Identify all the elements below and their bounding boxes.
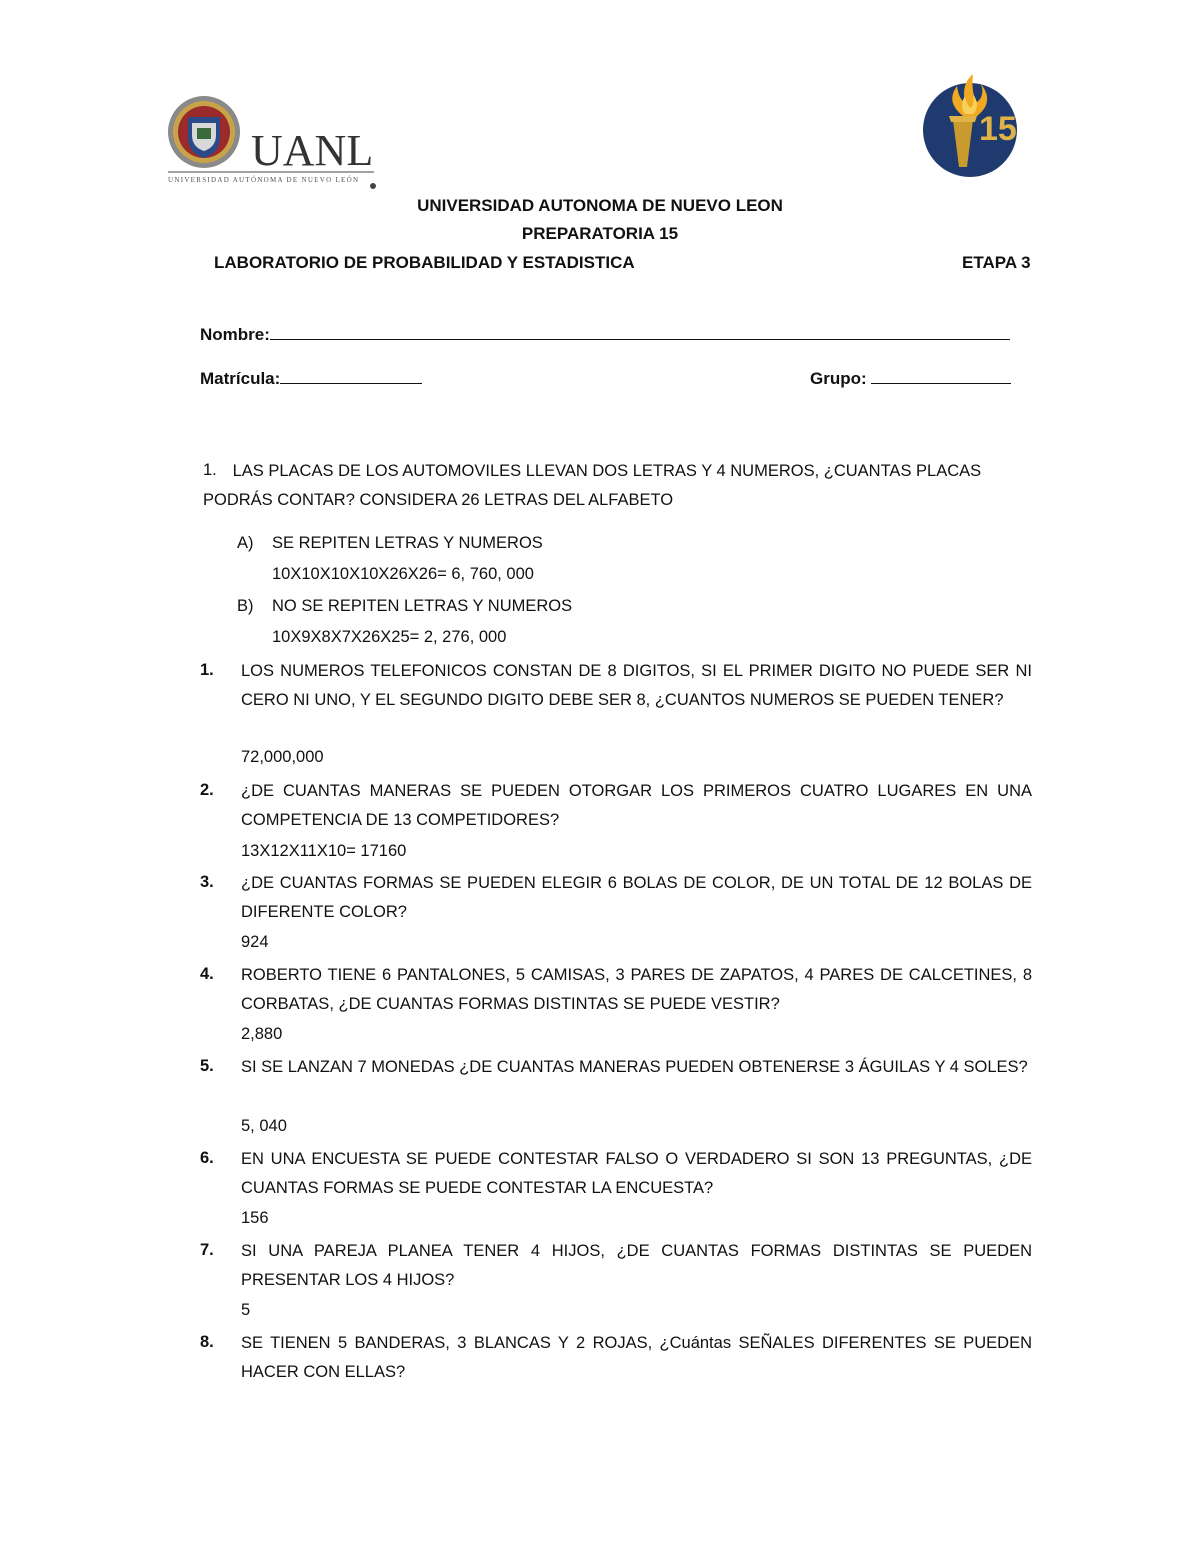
q3-number: 3. (200, 873, 214, 891)
q4-number: 4. (200, 965, 214, 983)
matricula-line (280, 383, 422, 384)
q7-number: 7. (200, 1241, 214, 1259)
grupo-field (810, 369, 1011, 389)
q8-text: SE TIENEN 5 BANDERAS, 3 BLANCAS Y 2 ROJAS, ¿Cuántas SEÑALES DIFERENTES SE PUEDEN HACER CON ELLAS? (241, 1334, 1032, 1381)
q7-answer: 5 (241, 1301, 251, 1319)
prepa-15-number: 15 (979, 110, 1017, 148)
part-b-answer: 10X9X8X7X26X25= 2, 276, 000 (272, 628, 507, 646)
part-b-label: B) (237, 597, 254, 615)
q1-text: LOS NUMEROS TELEFONICOS CONSTAN DE 8 DIGITOS, SI EL PRIMER DIGITO NO PUEDE SER NI CERO NI UNO, Y EL SEGUNDO DIGITO DEBE SER 8, ¿CUANTOS NUMEROS SE PUEDEN TENER? (241, 662, 1032, 709)
part-a-answer: 10X10X10X10X26X26= 6, 760, 000 (272, 565, 534, 583)
q3-text: ¿DE CUANTAS FORMAS SE PUEDEN ELEGIR 6 BOLAS DE COLOR, DE UN TOTAL DE 12 BOLAS DE DIFERENTE COLOR? (241, 874, 1032, 921)
lab-title: LABORATORIO DE PROBABILIDAD Y ESTADISTICA (214, 253, 635, 272)
nombre-line (270, 339, 1010, 340)
q5-answer: 5, 040 (241, 1117, 287, 1135)
nombre-field (200, 325, 1010, 345)
uanl-logo (166, 95, 381, 190)
q2-text: ¿DE CUANTAS MANERAS SE PUEDEN OTORGAR LOS PRIMEROS CUATRO LUGARES EN UNA COMPETENCIA DE 13 COMPETIDORES? (241, 782, 1032, 829)
part-a-text: SE REPITEN LETRAS Y NUMEROS (272, 534, 543, 552)
q4-answer: 2,880 (241, 1025, 283, 1043)
part-b-text: NO SE REPITEN LETRAS Y NUMEROS (272, 597, 573, 615)
grupo-label: Grupo: (810, 369, 867, 388)
prepa-15-logo (915, 72, 1025, 177)
problem1-text: LAS PLACAS DE LOS AUTOMOVILES LLEVAN DOS LETRAS Y 4 NUMEROS, ¿CUANTAS PLACAS PODRÁS CONTAR? CONSIDERA 26 LETRAS DEL ALFABETO (203, 462, 982, 509)
q6-text: EN UNA ENCUESTA SE PUEDE CONTESTAR FALSO O VERDADERO SI SON 13 PREGUNTAS, ¿DE CUANTAS FORMAS SE PUEDE CONTESTAR LA ENCUESTA? (241, 1150, 1032, 1197)
q6-number: 6. (200, 1149, 214, 1167)
uanl-subtitle: UNIVERSIDAD AUTÓNOMA DE NUEVO LEÓN (168, 176, 358, 184)
q1-number: 1. (200, 661, 214, 679)
q3-answer: 924 (241, 933, 269, 951)
matricula-label: Matrícula: (200, 369, 281, 388)
matricula-field (200, 369, 422, 389)
q1-answer: 72,000,000 (241, 748, 324, 766)
q5-number: 5. (200, 1057, 214, 1075)
q5-text: SI SE LANZAN 7 MONEDAS ¿DE CUANTAS MANERAS PUEDEN OBTENERSE 3 ÁGUILAS Y 4 SOLES? (241, 1058, 1028, 1076)
q8-number: 8. (200, 1333, 214, 1351)
q2-number: 2. (200, 781, 214, 799)
q4-text: ROBERTO TIENE 6 PANTALONES, 5 CAMISAS, 3 PARES DE ZAPATOS, 4 PARES DE CALCETINES, 8 CORBATAS, ¿DE CUANTAS FORMAS DISTINTAS SE PUEDE VESTIR? (241, 966, 1032, 1013)
uanl-wordmark: UANL (251, 126, 374, 175)
grupo-line (871, 383, 1011, 384)
university-title: UNIVERSIDAD AUTONOMA DE NUEVO LEON (417, 196, 783, 215)
q6-answer: 156 (241, 1209, 269, 1227)
nombre-label: Nombre: (200, 325, 270, 344)
problem1-number: 1. (203, 461, 217, 479)
q2-answer: 13X12X11X10= 17160 (241, 842, 407, 860)
q7-text: SI UNA PAREJA PLANEA TENER 4 HIJOS, ¿DE CUANTAS FORMAS DISTINTAS SE PUEDEN PRESENTAR LOS 4 HIJOS? (241, 1242, 1032, 1289)
school-title: PREPARATORIA 15 (521, 224, 679, 243)
part-a-label: A) (237, 534, 254, 552)
stage-label: ETAPA 3 (962, 253, 1031, 272)
